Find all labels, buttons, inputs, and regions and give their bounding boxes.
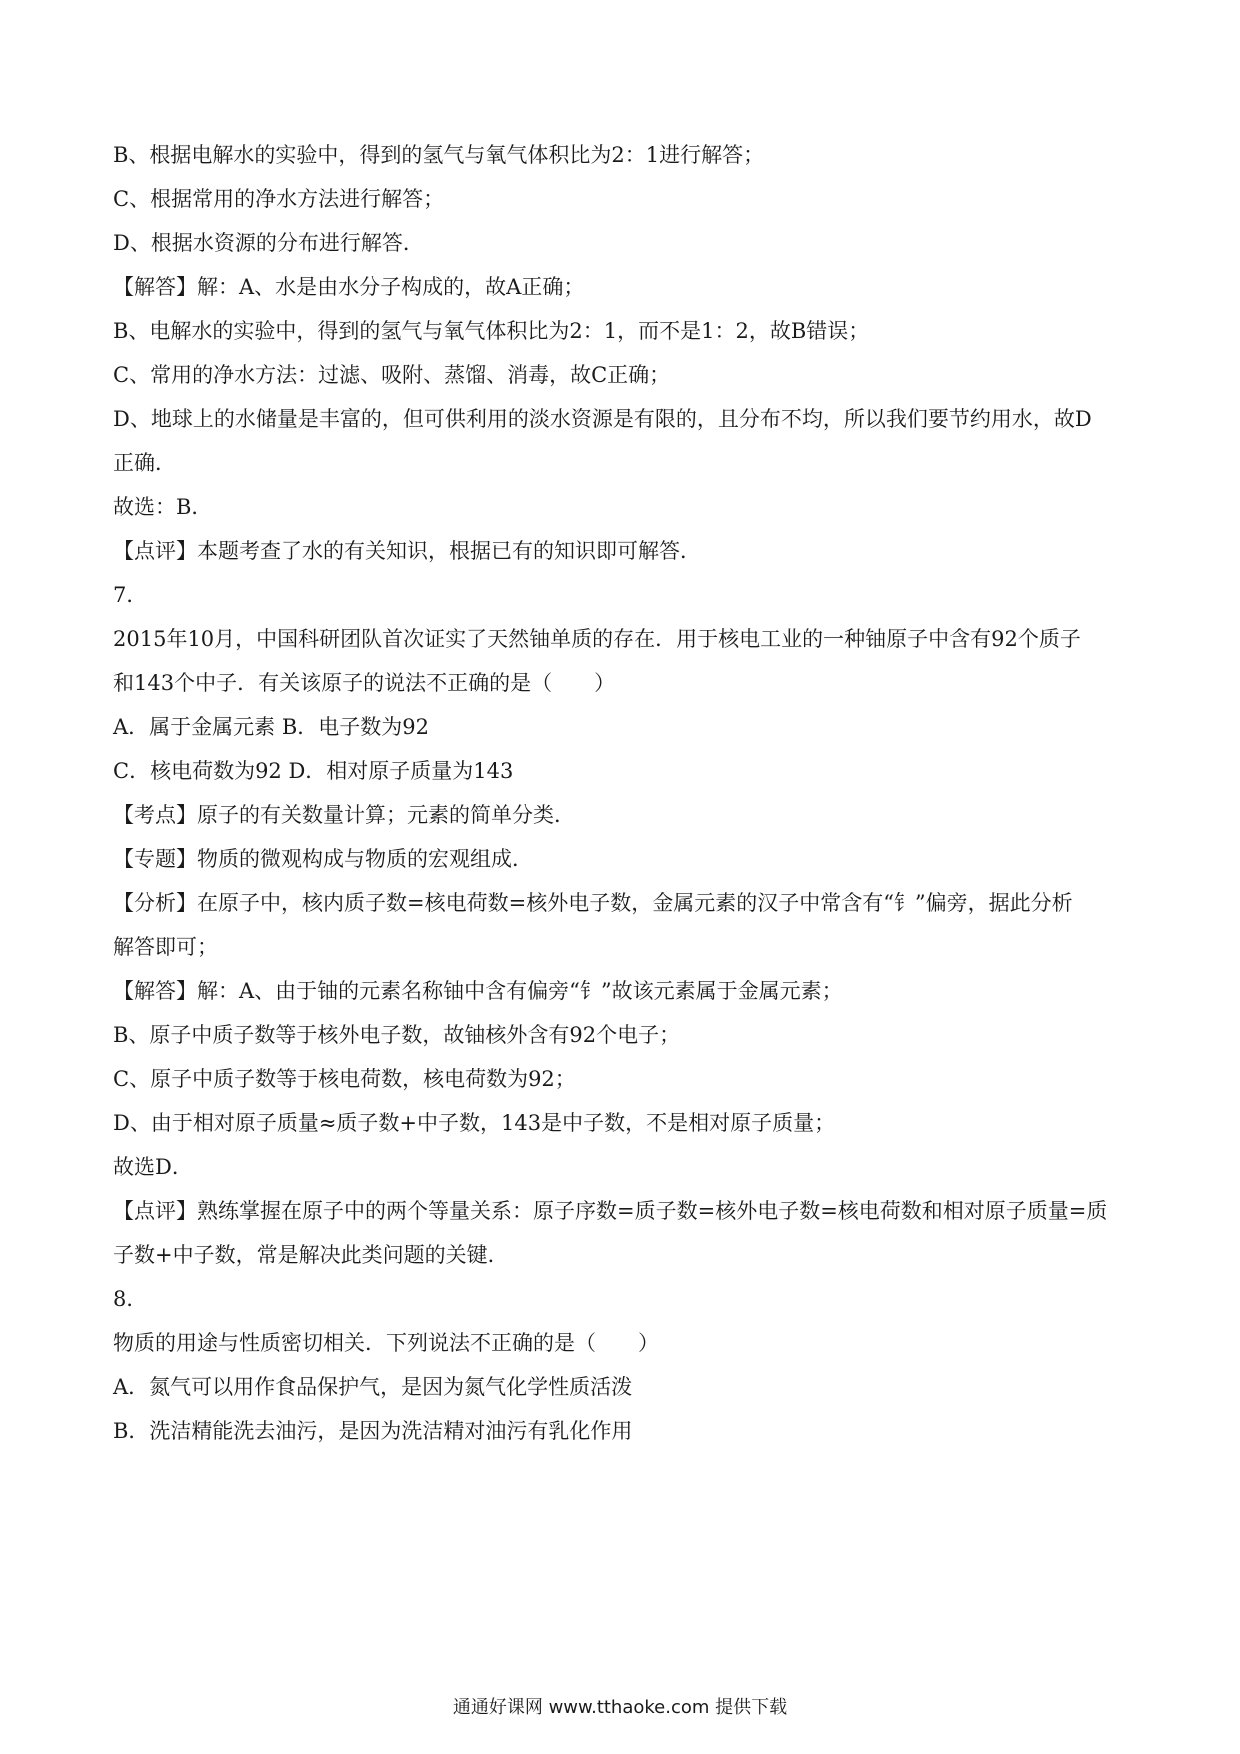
page-footer: 通通好课网 www.tthaoke.com 提供下载 [452, 1697, 788, 1718]
text-line: 【解答】解：A、水是由水分子构成的，故A正确； [113, 275, 585, 299]
answer-options: A．属于金属元素 B．电子数为92 [113, 715, 429, 739]
text-line: B、电解水的实验中，得到的氢气与氧气体积比为2：1，而不是1：2，故B错误； [113, 319, 870, 343]
answer-options: C．核电荷数为92 D．相对原子质量为143 [113, 759, 514, 783]
answer-option: A．氮气可以用作食品保护气，是因为氮气化学性质活泼 [113, 1375, 633, 1399]
question-stem: 2015年10月，中国科研团队首次证实了天然铀单质的存在．用于核电工业的一种铀原子中含有92个质子 [113, 627, 1081, 651]
text-line: 故选：B． [113, 495, 213, 519]
question-stem: 物质的用途与性质密切相关．下列说法不正确的是（ ） [113, 1331, 659, 1355]
text-line: D、根据水资源的分布进行解答． [113, 231, 424, 255]
answer-option: B．洗洁精能洗去油污，是因为洗洁精对油污有乳化作用 [113, 1419, 633, 1443]
text-line: 【解答】解：A、由于铀的元素名称铀中含有偏旁“钅”故该元素属于金属元素； [113, 979, 843, 1003]
question-number: 7． [113, 583, 148, 607]
text-line: D、由于相对原子质量≈质子数+中子数，143是中子数，不是相对原子质量； [113, 1111, 836, 1135]
text-line: 【专题】物质的微观构成与物质的宏观组成． [113, 847, 533, 871]
question-number: 8． [113, 1287, 148, 1311]
text-line: 解答即可； [113, 935, 218, 959]
text-line: 【分析】在原子中，核内质子数=核电荷数=核外电子数，金属元素的汉子中常含有“钅”偏旁，据此分析 [113, 891, 1073, 915]
text-line: B、原子中质子数等于核外电子数，故铀核外含有92个电子； [113, 1023, 681, 1047]
text-line: 正确． [113, 451, 176, 475]
text-line: B、根据电解水的实验中，得到的氢气与氧气体积比为2：1进行解答； [113, 143, 765, 167]
text-line: C、常用的净水方法：过滤、吸附、蒸馏、消毒，故C正确； [113, 363, 671, 387]
text-line: 【点评】本题考查了水的有关知识，根据已有的知识即可解答． [113, 539, 701, 563]
text-line: C、原子中质子数等于核电荷数，核电荷数为92； [113, 1067, 576, 1091]
text-line: C、根据常用的净水方法进行解答； [113, 187, 445, 211]
text-line: D、地球上的水储量是丰富的，但可供利用的淡水资源是有限的，且分布不均，所以我们要节约用水，故D [113, 407, 1092, 431]
text-line: 【考点】原子的有关数量计算；元素的简单分类． [113, 803, 575, 827]
question-stem: 和143个中子．有关该原子的说法不正确的是（ ） [113, 671, 616, 695]
text-line: 子数+中子数，常是解决此类问题的关键． [113, 1243, 509, 1267]
text-line: 故选D． [113, 1155, 193, 1179]
text-line: 【点评】熟练掌握在原子中的两个等量关系：原子序数=质子数=核外电子数=核电荷数和相对原子质量=质 [113, 1199, 1108, 1223]
